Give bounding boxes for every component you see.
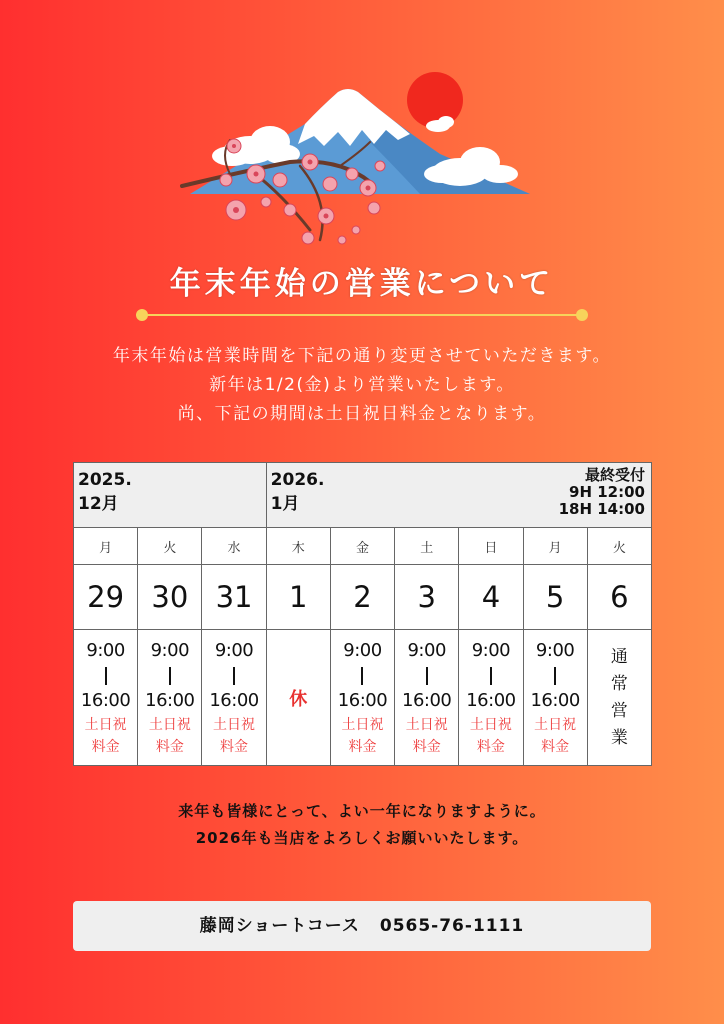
calendar-header-row: [74, 463, 652, 528]
holiday-fee-label: 料金: [155, 738, 184, 755]
month-label: 1月: [270, 494, 300, 514]
time-range-bar: [426, 667, 428, 685]
hours-cell: [202, 630, 266, 766]
close-time: 16:00: [80, 689, 131, 711]
hours-cell: [395, 630, 459, 766]
time-range-bar: [361, 667, 363, 685]
month-label-block: [267, 463, 651, 516]
open-time: 9:00: [343, 639, 382, 661]
time-range-bar: [233, 667, 235, 685]
hours-cell: [74, 630, 138, 766]
close-time: 16:00: [402, 689, 452, 711]
date-cell: 5: [523, 565, 587, 630]
close-time: 16:00: [145, 689, 195, 711]
date-cell: 4: [459, 565, 523, 630]
phone-number[interactable]: 0565-76-1111: [379, 916, 525, 936]
time-range-bar: [554, 667, 556, 685]
month-header-january: [266, 463, 651, 528]
intro-line: 年末年始は営業時間を下記の通り変更させていただきます。: [112, 346, 612, 366]
intro-line: 新年は1/2(金)より営業いたします。: [209, 375, 515, 395]
month-label: 12月: [78, 494, 119, 514]
weekday-row: [74, 528, 652, 565]
close-time: 16:00: [209, 689, 259, 711]
hours-cell: [459, 630, 523, 766]
normal-hours-char: 通: [610, 646, 628, 667]
last-reception-18h: 18H 14:00: [558, 500, 645, 518]
last-reception-note: [559, 467, 645, 518]
hours-cell: [330, 630, 394, 766]
open-time: 9:00: [214, 639, 254, 661]
month-label-block: [74, 463, 266, 516]
open-time: 9:00: [535, 639, 575, 661]
date-cell: 6: [587, 565, 651, 630]
contact-box: [73, 901, 651, 951]
open-time: 9:00: [150, 639, 190, 661]
divider-line: [140, 314, 584, 316]
holiday-fee-label: 料金: [220, 738, 249, 755]
date-cell: 31: [202, 565, 266, 630]
date-row: [74, 565, 652, 630]
divider-dot-right: [576, 309, 588, 321]
time-range-bar: [490, 667, 492, 685]
month-header-december: [74, 463, 267, 528]
weekday-cell: 火: [587, 528, 651, 565]
holiday-fee-label: 料金: [541, 738, 570, 755]
time-range-bar: [169, 667, 171, 685]
normal-hours-char: 営: [610, 700, 628, 721]
year-label: 2025.: [78, 470, 132, 490]
open-time: 9:00: [86, 639, 125, 661]
closing-message: [0, 798, 724, 852]
weekday-cell: 土: [395, 528, 459, 565]
holiday-fee-label: 料金: [476, 738, 505, 755]
holiday-fee-label: 土日祝: [213, 716, 256, 733]
closed-label: 休: [289, 688, 308, 710]
holiday-fee-label: 料金: [91, 738, 120, 755]
hours-cell: [138, 630, 202, 766]
holiday-fee-label: 土日祝: [534, 716, 577, 733]
date-cell: 2: [330, 565, 394, 630]
normal-hours-char: 業: [610, 727, 628, 748]
weekday-cell: 日: [459, 528, 523, 565]
page-title: 年末年始の営業について: [169, 266, 555, 302]
date-cell: 1: [266, 565, 330, 630]
holiday-fee-label: 料金: [412, 738, 441, 755]
year-label: 2026.: [270, 470, 325, 490]
holiday-fee-label: 土日祝: [469, 716, 512, 733]
weekday-cell: 木: [266, 528, 330, 565]
holiday-fee-label: 土日祝: [341, 716, 384, 733]
last-reception-9h: 9H 12:00: [569, 483, 645, 501]
close-time: 16:00: [466, 689, 516, 711]
date-cell: 3: [395, 565, 459, 630]
open-time: 9:00: [471, 639, 511, 661]
intro-text: [0, 342, 724, 429]
hours-cell: [266, 630, 330, 766]
weekday-cell: 月: [523, 528, 587, 565]
hours-row: [74, 630, 652, 766]
rising-sun: [407, 72, 463, 128]
weekday-cell: 水: [202, 528, 266, 565]
holiday-fee-label: 料金: [348, 738, 377, 755]
weekday-cell: 金: [330, 528, 394, 565]
date-cell: 30: [138, 565, 202, 630]
holiday-fee-label: 土日祝: [84, 716, 127, 733]
hours-cell: [587, 630, 651, 766]
title-divider: [136, 309, 588, 321]
closing-line: 来年も皆様にとって、よい一年になりますように。: [178, 802, 546, 820]
divider-dot-left: [136, 309, 148, 321]
last-reception-title: 最終受付: [584, 466, 645, 484]
close-time: 16:00: [530, 689, 580, 711]
close-time: 16:00: [337, 689, 388, 711]
date-cell: 29: [74, 565, 138, 630]
business-calendar: [73, 462, 652, 766]
closing-line: 2026年も当店をよろしくお願いいたします。: [195, 829, 529, 847]
time-range-bar: [105, 667, 107, 685]
weekday-cell: 火: [138, 528, 202, 565]
hours-cell: [523, 630, 587, 766]
normal-hours-char: 常: [610, 673, 628, 694]
mount-fuji-illustration: [170, 62, 540, 262]
business-name: 藤岡ショートコース: [199, 916, 360, 936]
intro-line: 尚、下記の期間は土日祝日料金となります。: [177, 404, 547, 424]
holiday-fee-label: 土日祝: [148, 716, 191, 733]
holiday-fee-label: 土日祝: [405, 716, 448, 733]
weekday-cell: 月: [74, 528, 138, 565]
open-time: 9:00: [407, 639, 446, 661]
